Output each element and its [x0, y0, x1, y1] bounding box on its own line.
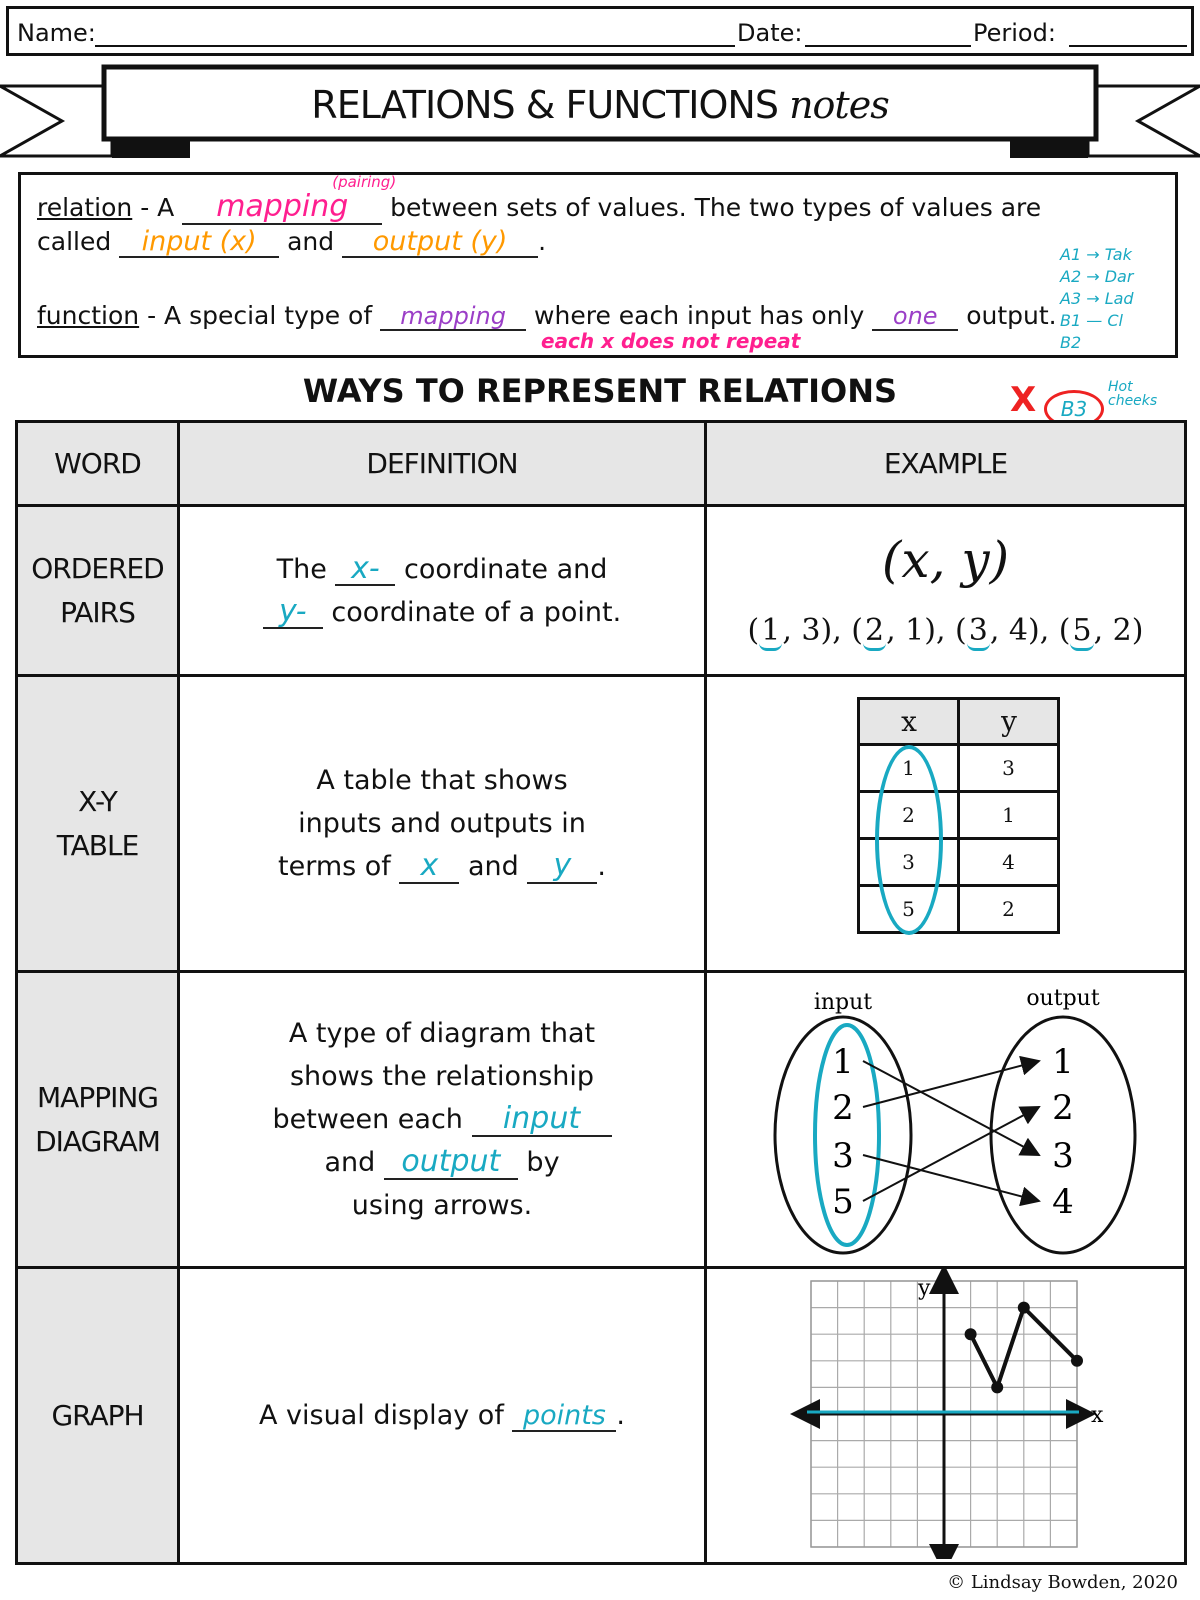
function-text-1: - A special type of — [139, 301, 381, 330]
relation-blank-1[interactable] — [182, 173, 397, 225]
table-row-graph — [17, 1268, 1186, 1564]
output-value: 3 — [1052, 1136, 1074, 1176]
x-mark: X — [1010, 380, 1037, 420]
word-graph: GRAPH — [17, 1268, 179, 1564]
mapping-diagram — [707, 973, 1173, 1263]
margin-note: A1 → Tak — [1060, 245, 1132, 264]
pair-x: 3 — [967, 613, 990, 651]
input-value: 3 — [832, 1136, 854, 1176]
header-word: WORD — [17, 422, 179, 506]
xy-cell: 1 — [859, 745, 959, 792]
xy-cell: 2 — [859, 792, 959, 839]
xy-col-x: x — [859, 699, 959, 745]
graph-fill: points — [522, 1400, 606, 1431]
example-graph — [706, 1268, 1186, 1564]
function-blank-1[interactable] — [380, 303, 526, 331]
margin-notes — [1060, 244, 1200, 354]
def-text: A visual display of — [259, 1400, 513, 1431]
name-label: Name: — [17, 19, 96, 47]
data-point — [1071, 1355, 1083, 1367]
x-column-circle — [875, 745, 943, 935]
relation-text-2: between sets of values. The two types of values are — [382, 193, 1042, 222]
header-definition: DEFINITION — [179, 422, 706, 506]
xy-col-y: y — [959, 699, 1059, 745]
output-value: 4 — [1052, 1182, 1074, 1222]
section-title: WAYS TO REPRESENT RELATIONS — [302, 372, 898, 410]
data-point — [965, 1328, 977, 1340]
input-value: 1 — [832, 1042, 854, 1082]
y-axis-label: y — [918, 1276, 931, 1301]
pair-y: 2 — [1112, 613, 1132, 648]
xy-blank-2[interactable] — [527, 850, 597, 884]
graph-blank[interactable] — [512, 1402, 616, 1432]
relation-text-3: called — [37, 227, 120, 256]
period-label: Period: — [973, 19, 1056, 47]
relation-blank-2[interactable] — [119, 228, 279, 258]
xy-cell: 3 — [959, 745, 1059, 792]
pair-y: 4 — [1008, 613, 1028, 648]
function-note: each x does not repeat — [541, 329, 801, 353]
header-bar — [6, 6, 1194, 56]
margin-note: A2 → Dar — [1060, 267, 1134, 286]
relation-text-1: - A — [132, 193, 183, 222]
margin-note: B1 — Cl — [1060, 311, 1123, 330]
def-text: between each — [272, 1104, 472, 1135]
coordinate-graph — [707, 1269, 1173, 1559]
circled-note: B3 — [1044, 390, 1104, 428]
def-text: by — [517, 1147, 560, 1178]
period-field[interactable] — [1069, 45, 1187, 47]
representations-table — [15, 420, 1187, 1565]
date-label: Date: — [737, 19, 803, 47]
def-text: terms of — [278, 851, 400, 882]
op-fill-1: x- — [351, 550, 380, 586]
relation-text-4: and — [279, 227, 343, 256]
function-text-3: output. — [958, 301, 1057, 330]
pair-y: 3 — [801, 613, 821, 648]
relation-text-5: . — [538, 227, 547, 256]
title-main: RELATIONS & FUNCTIONS — [311, 83, 778, 127]
example-mapping — [706, 972, 1186, 1268]
relation-term: relation — [37, 193, 133, 222]
map-fill-1: input — [502, 1101, 581, 1136]
mapping-arrow — [863, 1061, 1039, 1107]
mapping-arrow — [863, 1107, 1039, 1201]
def-text: coordinate and — [395, 553, 608, 585]
pair-x: 2 — [863, 613, 886, 651]
word-line: MAPPING — [37, 1080, 158, 1114]
op-fill-2: y- — [279, 593, 307, 629]
data-point — [1018, 1302, 1030, 1314]
name-field[interactable] — [95, 45, 735, 47]
relation-fill-3: output (y) — [372, 226, 508, 257]
title-suffix: notes — [789, 83, 889, 127]
input-label: input — [813, 990, 873, 1015]
copyright: © Lindsay Bowden, 2020 — [947, 1572, 1178, 1593]
definitions-box — [18, 172, 1178, 358]
def-text: coordinate of a point. — [322, 596, 622, 628]
xy-fill-1: x — [420, 848, 439, 883]
definition-xy-table — [179, 676, 706, 972]
def-text: inputs and outputs in — [298, 808, 586, 839]
word-line: DIAGRAM — [35, 1124, 160, 1158]
date-field[interactable] — [805, 45, 971, 47]
definition-graph — [179, 1268, 706, 1564]
function-blank-2[interactable] — [872, 303, 958, 331]
def-text: A table that shows — [316, 765, 568, 796]
general-ordered-pair: (x, y) — [881, 531, 1010, 589]
mapping-arrow — [863, 1155, 1039, 1201]
input-value: 5 — [832, 1182, 854, 1222]
function-text-2: where each input has only — [526, 301, 873, 330]
table-row-ordered-pairs — [17, 506, 1186, 676]
margin-note: B2 — [1060, 333, 1082, 352]
word-line: TABLE — [56, 828, 139, 862]
output-label: output — [1026, 986, 1100, 1011]
data-point — [991, 1381, 1003, 1393]
xy-cell: 4 — [959, 839, 1059, 886]
def-text: The — [276, 553, 336, 585]
function-fill-1: mapping — [400, 302, 506, 330]
output-value: 1 — [1052, 1042, 1074, 1082]
definition-mapping — [179, 972, 706, 1268]
word-line: PAIRS — [60, 595, 135, 629]
def-text: and — [324, 1147, 384, 1178]
page-title — [112, 72, 1088, 138]
xy-cell: 2 — [959, 886, 1059, 933]
map-fill-2: output — [401, 1144, 501, 1179]
input-value: 2 — [832, 1088, 854, 1128]
def-text: . — [616, 1400, 625, 1431]
function-definition — [37, 301, 1057, 331]
header-example: EXAMPLE — [706, 422, 1186, 506]
relation-blank-3[interactable] — [342, 228, 538, 258]
relation-definition-cont — [37, 227, 546, 258]
word-line: X-Y — [78, 784, 117, 818]
hint-note: Hot cheeks — [1108, 379, 1158, 409]
xy-cell: 1 — [959, 792, 1059, 839]
pair-x: 1 — [759, 613, 782, 651]
definition-ordered-pairs — [179, 506, 706, 676]
map-blank-1[interactable] — [472, 1103, 612, 1137]
pair-y: 1 — [905, 613, 925, 648]
def-text: A type of diagram that — [288, 1018, 596, 1049]
ordered-pairs-list: (1, 3), (2, 1), (3, 4), (5, 2) — [707, 613, 1184, 648]
word-xy-table — [17, 676, 179, 972]
relation-fill-2: input (x) — [141, 226, 257, 257]
map-blank-2[interactable] — [384, 1146, 518, 1180]
relation-definition — [37, 173, 1042, 225]
pair-x: 5 — [1070, 613, 1093, 651]
op-blank-2[interactable] — [263, 593, 323, 630]
xy-blank-1[interactable] — [399, 850, 459, 884]
margin-note: A3 → Lad — [1060, 289, 1134, 308]
x-axis-label: x — [1091, 1403, 1104, 1428]
table-row-xy-table — [17, 676, 1186, 972]
relation-fill-note: (pairing) — [332, 173, 397, 191]
word-line: ORDERED — [31, 551, 164, 585]
def-text: using arrows. — [351, 1190, 533, 1221]
table-row-mapping — [17, 972, 1186, 1268]
function-term: function — [37, 301, 140, 330]
xy-fill-2: y — [553, 848, 572, 883]
word-mapping — [17, 972, 179, 1268]
relation-fill-1: mapping — [216, 189, 349, 224]
op-blank-1[interactable] — [335, 550, 395, 587]
def-text: and — [459, 851, 528, 882]
example-ordered-pairs — [706, 506, 1186, 676]
def-text: shows the relationship — [289, 1061, 595, 1092]
output-value: 2 — [1052, 1088, 1074, 1128]
example-xy-table — [706, 676, 1186, 972]
word-ordered-pairs — [17, 506, 179, 676]
xy-cell: 5 — [859, 886, 959, 933]
function-fill-2: one — [892, 302, 938, 330]
xy-cell: 3 — [859, 839, 959, 886]
def-text: . — [597, 851, 606, 882]
mapping-arrow — [863, 1061, 1039, 1155]
